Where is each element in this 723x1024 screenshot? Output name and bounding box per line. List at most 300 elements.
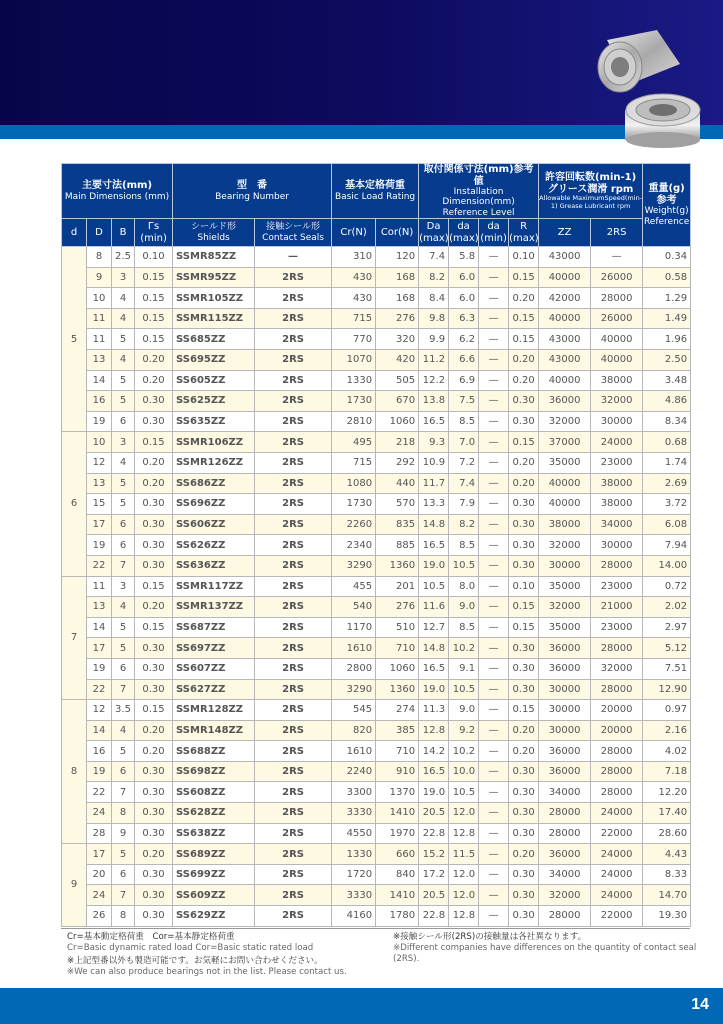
cell-weight: 14.00 xyxy=(643,555,691,576)
cell-D: 19 xyxy=(87,658,112,679)
cell-contact-seal: 2RS xyxy=(255,494,332,515)
cell-speed-zz: 34000 xyxy=(539,782,591,803)
cell-D: 24 xyxy=(87,885,112,906)
cell-R-max: 0.30 xyxy=(509,514,539,535)
cell-speed-2rs: 32000 xyxy=(591,658,643,679)
cell-da-min: — xyxy=(479,391,509,412)
cell-cor: 910 xyxy=(376,761,419,782)
cell-weight: 1.29 xyxy=(643,288,691,309)
cell-weight: 19.30 xyxy=(643,906,691,927)
cell-speed-zz: 40000 xyxy=(539,473,591,494)
cell-weight: 28.60 xyxy=(643,823,691,844)
cell-weight: 0.97 xyxy=(643,700,691,721)
cell-speed-2rs: 22000 xyxy=(591,906,643,927)
cell-speed-zz: 35000 xyxy=(539,452,591,473)
cell-d: 9 xyxy=(62,844,87,926)
cell-weight: 7.94 xyxy=(643,535,691,556)
cell-weight: 3.48 xyxy=(643,370,691,391)
cell-cr: 3290 xyxy=(332,555,376,576)
cell-contact-seal: — xyxy=(255,247,332,268)
cell-B: 5 xyxy=(112,741,135,762)
cell-shield-model: SS685ZZ xyxy=(173,329,255,350)
cell-speed-zz: 34000 xyxy=(539,864,591,885)
cell-Da-max: 19.0 xyxy=(419,679,449,700)
cell-d: 6 xyxy=(62,432,87,576)
table-row xyxy=(62,411,691,432)
cell-weight: 2.50 xyxy=(643,350,691,371)
table-row xyxy=(62,658,691,679)
cell-R-max: 0.20 xyxy=(509,350,539,371)
cell-rs-min: 0.30 xyxy=(135,823,173,844)
cell-speed-zz: 30000 xyxy=(539,700,591,721)
weight-en: Weight(g) Reference xyxy=(643,206,690,227)
cell-R-max: 0.30 xyxy=(509,823,539,844)
cell-rs-min: 0.20 xyxy=(135,350,173,371)
cell-contact-seal: 2RS xyxy=(255,535,332,556)
cell-shield-model: SSMR115ZZ xyxy=(173,308,255,329)
cell-cor: 1060 xyxy=(376,658,419,679)
cell-speed-zz: 43000 xyxy=(539,247,591,268)
table-row xyxy=(62,370,691,391)
cell-cr: 1720 xyxy=(332,864,376,885)
note-custom-jp: ※上記型番以外も製造可能です。お気軽にお問い合わせください。 xyxy=(67,956,323,966)
cell-da-max: 10.5 xyxy=(449,782,479,803)
installation-header xyxy=(419,164,539,219)
col-D: D xyxy=(87,219,112,247)
col-2rs: 2RS xyxy=(591,219,643,247)
main-dimensions-header xyxy=(62,164,173,219)
cell-B: 4 xyxy=(112,597,135,618)
cell-cr: 3330 xyxy=(332,885,376,906)
cell-cr: 430 xyxy=(332,288,376,309)
cell-contact-seal: 2RS xyxy=(255,803,332,824)
cell-shield-model: SS607ZZ xyxy=(173,658,255,679)
col-da-min: da (min) xyxy=(479,219,509,247)
cell-D: 20 xyxy=(87,864,112,885)
cell-shield-model: SS627ZZ xyxy=(173,679,255,700)
cell-cor: 218 xyxy=(376,432,419,453)
cell-cr: 1730 xyxy=(332,494,376,515)
cell-Da-max: 15.2 xyxy=(419,844,449,865)
table-row xyxy=(62,597,691,618)
cell-cor: 168 xyxy=(376,267,419,288)
cell-da-max: 7.2 xyxy=(449,452,479,473)
cell-rs-min: 0.15 xyxy=(135,288,173,309)
cell-D: 19 xyxy=(87,535,112,556)
cell-cor: 320 xyxy=(376,329,419,350)
cell-speed-zz: 28000 xyxy=(539,906,591,927)
cell-weight: 8.33 xyxy=(643,864,691,885)
cell-da-min: — xyxy=(479,432,509,453)
cell-Da-max: 20.5 xyxy=(419,885,449,906)
cell-B: 6 xyxy=(112,411,135,432)
cell-contact-seal: 2RS xyxy=(255,885,332,906)
cell-cor: 1370 xyxy=(376,782,419,803)
cell-cr: 495 xyxy=(332,432,376,453)
cell-speed-2rs: 38000 xyxy=(591,494,643,515)
cell-cor: 420 xyxy=(376,350,419,371)
cell-B: 4 xyxy=(112,308,135,329)
cell-Da-max: 11.3 xyxy=(419,700,449,721)
cell-speed-2rs: 24000 xyxy=(591,803,643,824)
cell-da-max: 10.0 xyxy=(449,761,479,782)
cell-contact-seal: 2RS xyxy=(255,473,332,494)
cell-speed-zz: 38000 xyxy=(539,514,591,535)
cell-rs-min: 0.15 xyxy=(135,700,173,721)
cell-rs-min: 0.30 xyxy=(135,803,173,824)
table-row xyxy=(62,761,691,782)
cell-speed-zz: 32000 xyxy=(539,885,591,906)
col-shields-jp: シールド形 xyxy=(191,222,236,233)
cell-cor: 292 xyxy=(376,452,419,473)
cell-B: 6 xyxy=(112,514,135,535)
cell-B: 6 xyxy=(112,864,135,885)
cell-cor: 1780 xyxy=(376,906,419,927)
cell-da-min: — xyxy=(479,782,509,803)
cell-B: 3 xyxy=(112,432,135,453)
cell-da-min: — xyxy=(479,350,509,371)
cell-shield-model: SSMR128ZZ xyxy=(173,700,255,721)
cell-shield-model: SSMR105ZZ xyxy=(173,288,255,309)
cell-da-min: — xyxy=(479,288,509,309)
cell-weight: 0.58 xyxy=(643,267,691,288)
cell-cor: 274 xyxy=(376,700,419,721)
note-custom-en: ※We can also produce bearings not in the list. Please contact us. xyxy=(67,967,347,977)
cell-cor: 835 xyxy=(376,514,419,535)
cell-cor: 1970 xyxy=(376,823,419,844)
cell-R-max: 0.20 xyxy=(509,741,539,762)
table-row xyxy=(62,555,691,576)
table-row xyxy=(62,617,691,638)
cell-Da-max: 8.2 xyxy=(419,267,449,288)
cell-rs-min: 0.15 xyxy=(135,432,173,453)
cell-Da-max: 19.0 xyxy=(419,555,449,576)
cell-speed-2rs: 24000 xyxy=(591,885,643,906)
cell-D: 17 xyxy=(87,638,112,659)
cell-B: 7 xyxy=(112,885,135,906)
cell-D: 17 xyxy=(87,844,112,865)
cell-speed-2rs: 24000 xyxy=(591,864,643,885)
cell-Da-max: 14.8 xyxy=(419,638,449,659)
cell-cr: 2800 xyxy=(332,658,376,679)
cell-D: 24 xyxy=(87,803,112,824)
cell-rs-min: 0.30 xyxy=(135,494,173,515)
cell-cor: 710 xyxy=(376,741,419,762)
cell-D: 13 xyxy=(87,350,112,371)
note-load-en: Cr=Basic dynamic rated load Cor=Basic static rated load xyxy=(67,943,314,953)
bearing-2 xyxy=(625,94,700,148)
cell-speed-zz: 40000 xyxy=(539,267,591,288)
table-row xyxy=(62,247,691,268)
cell-cr: 2340 xyxy=(332,535,376,556)
col-R-max: R (max) xyxy=(509,219,539,247)
cell-rs-min: 0.15 xyxy=(135,576,173,597)
cell-da-max: 7.0 xyxy=(449,432,479,453)
cell-da-min: — xyxy=(479,535,509,556)
cell-B: 7 xyxy=(112,679,135,700)
basic-load-jp: 基本定格荷重 xyxy=(345,180,406,192)
cell-R-max: 0.15 xyxy=(509,700,539,721)
cell-Da-max: 14.8 xyxy=(419,514,449,535)
cell-da-max: 8.2 xyxy=(449,514,479,535)
cell-Da-max: 9.3 xyxy=(419,432,449,453)
cell-speed-zz: 36000 xyxy=(539,391,591,412)
cell-cr: 3330 xyxy=(332,803,376,824)
cell-rs-min: 0.15 xyxy=(135,267,173,288)
cell-contact-seal: 2RS xyxy=(255,308,332,329)
cell-R-max: 0.20 xyxy=(509,452,539,473)
cell-da-max: 9.1 xyxy=(449,658,479,679)
col-shields-en: Shields xyxy=(197,232,230,243)
cell-shield-model: SS608ZZ xyxy=(173,782,255,803)
cell-D: 13 xyxy=(87,597,112,618)
cell-weight: 3.72 xyxy=(643,494,691,515)
cell-weight: 2.16 xyxy=(643,720,691,741)
cell-shield-model: SS626ZZ xyxy=(173,535,255,556)
cell-cor: 670 xyxy=(376,391,419,412)
cell-da-max: 10.5 xyxy=(449,555,479,576)
cell-speed-2rs: 28000 xyxy=(591,555,643,576)
cell-B: 9 xyxy=(112,823,135,844)
cell-speed-2rs: 38000 xyxy=(591,370,643,391)
cell-da-max: 8.5 xyxy=(449,617,479,638)
cell-da-min: — xyxy=(479,720,509,741)
cell-B: 7 xyxy=(112,555,135,576)
cell-speed-zz: 30000 xyxy=(539,679,591,700)
col-B: B xyxy=(112,219,135,247)
cell-shield-model: SS687ZZ xyxy=(173,617,255,638)
col-seals-jp: 接触シール形 xyxy=(266,222,320,233)
cell-speed-zz: 36000 xyxy=(539,761,591,782)
note-load-jp: Cr=基本動定格荷重 Cor=基本静定格荷重 xyxy=(67,932,235,942)
cell-shield-model: SS697ZZ xyxy=(173,638,255,659)
cell-R-max: 0.30 xyxy=(509,761,539,782)
cell-D: 11 xyxy=(87,576,112,597)
spec-table-body xyxy=(62,247,691,927)
cell-da-min: — xyxy=(479,597,509,618)
cell-B: 8 xyxy=(112,906,135,927)
table-row xyxy=(62,885,691,906)
page-number: 14 xyxy=(691,996,709,1013)
cell-speed-zz: 32000 xyxy=(539,535,591,556)
cell-Da-max: 17.2 xyxy=(419,864,449,885)
cell-B: 5 xyxy=(112,473,135,494)
cell-da-max: 7.5 xyxy=(449,391,479,412)
cell-B: 4 xyxy=(112,452,135,473)
cell-D: 9 xyxy=(87,267,112,288)
cell-R-max: 0.10 xyxy=(509,576,539,597)
cell-rs-min: 0.30 xyxy=(135,885,173,906)
cell-contact-seal: 2RS xyxy=(255,288,332,309)
cell-weight: 4.86 xyxy=(643,391,691,412)
cell-speed-2rs: 26000 xyxy=(591,308,643,329)
cell-cr: 545 xyxy=(332,700,376,721)
cell-B: 5 xyxy=(112,494,135,515)
cell-R-max: 0.30 xyxy=(509,782,539,803)
cell-cr: 540 xyxy=(332,597,376,618)
cell-cr: 1610 xyxy=(332,741,376,762)
cell-speed-2rs: 22000 xyxy=(591,823,643,844)
cell-cr: 310 xyxy=(332,247,376,268)
cell-weight: 12.20 xyxy=(643,782,691,803)
cell-weight: 8.34 xyxy=(643,411,691,432)
cell-weight: 0.68 xyxy=(643,432,691,453)
speed-jp: 許容回転数(min-1) グリース潤滑 rpm xyxy=(544,172,637,195)
cell-da-min: — xyxy=(479,679,509,700)
cell-R-max: 0.15 xyxy=(509,617,539,638)
cell-R-max: 0.20 xyxy=(509,288,539,309)
cell-shield-model: SS696ZZ xyxy=(173,494,255,515)
cell-B: 2.5 xyxy=(112,247,135,268)
table-row xyxy=(62,844,691,865)
cell-cr: 715 xyxy=(332,452,376,473)
cell-rs-min: 0.15 xyxy=(135,617,173,638)
cell-speed-2rs: 23000 xyxy=(591,452,643,473)
cell-Da-max: 12.7 xyxy=(419,617,449,638)
ball-bearing-icon xyxy=(585,22,715,152)
cell-rs-min: 0.20 xyxy=(135,452,173,473)
col-seals-en: Contact Seals xyxy=(262,232,324,243)
cell-weight: 7.51 xyxy=(643,658,691,679)
cell-Da-max: 20.5 xyxy=(419,803,449,824)
cell-speed-zz: 40000 xyxy=(539,370,591,391)
cell-da-max: 8.5 xyxy=(449,411,479,432)
table-row xyxy=(62,823,691,844)
cell-rs-min: 0.30 xyxy=(135,761,173,782)
cell-contact-seal: 2RS xyxy=(255,411,332,432)
cell-Da-max: 14.2 xyxy=(419,741,449,762)
table-row xyxy=(62,308,691,329)
cell-speed-2rs: 24000 xyxy=(591,432,643,453)
cell-speed-zz: 37000 xyxy=(539,432,591,453)
cell-D: 22 xyxy=(87,555,112,576)
cell-speed-zz: 36000 xyxy=(539,638,591,659)
cell-da-min: — xyxy=(479,247,509,268)
cell-speed-2rs: 21000 xyxy=(591,597,643,618)
col-cor: Cor(N) xyxy=(376,219,419,247)
cell-weight: 1.49 xyxy=(643,308,691,329)
cell-speed-2rs: 23000 xyxy=(591,576,643,597)
col-shields xyxy=(173,219,255,247)
cell-d: 7 xyxy=(62,576,87,700)
cell-R-max: 0.10 xyxy=(509,247,539,268)
table-row xyxy=(62,535,691,556)
notes-left xyxy=(67,932,347,978)
cell-D: 12 xyxy=(87,700,112,721)
cell-da-max: 8.0 xyxy=(449,576,479,597)
table-row xyxy=(62,906,691,927)
cell-weight: 0.34 xyxy=(643,247,691,268)
cell-Da-max: 13.3 xyxy=(419,494,449,515)
cell-cr: 455 xyxy=(332,576,376,597)
cell-da-min: — xyxy=(479,906,509,927)
cell-R-max: 0.20 xyxy=(509,473,539,494)
cell-contact-seal: 2RS xyxy=(255,844,332,865)
cell-R-max: 0.30 xyxy=(509,906,539,927)
cell-da-min: — xyxy=(479,844,509,865)
cell-da-max: 7.9 xyxy=(449,494,479,515)
cell-cor: 885 xyxy=(376,535,419,556)
cell-cor: 1410 xyxy=(376,885,419,906)
basic-load-header xyxy=(332,164,419,219)
cell-contact-seal: 2RS xyxy=(255,782,332,803)
cell-weight: 5.12 xyxy=(643,638,691,659)
cell-Da-max: 12.2 xyxy=(419,370,449,391)
cell-shield-model: SS695ZZ xyxy=(173,350,255,371)
cell-cor: 276 xyxy=(376,308,419,329)
cell-da-max: 11.5 xyxy=(449,844,479,865)
cell-Da-max: 11.7 xyxy=(419,473,449,494)
cell-D: 10 xyxy=(87,288,112,309)
cell-B: 5 xyxy=(112,844,135,865)
cell-shield-model: SS638ZZ xyxy=(173,823,255,844)
cell-speed-2rs: 32000 xyxy=(591,391,643,412)
col-seals xyxy=(255,219,332,247)
cell-Da-max: 10.5 xyxy=(419,576,449,597)
cell-contact-seal: 2RS xyxy=(255,514,332,535)
weight-jp: 重量(g) 参考 xyxy=(648,183,685,206)
cell-speed-zz: 35000 xyxy=(539,617,591,638)
cell-R-max: 0.15 xyxy=(509,308,539,329)
main-dimensions-jp: 主要寸法(mm) xyxy=(82,180,153,192)
cell-da-max: 12.0 xyxy=(449,885,479,906)
cell-rs-min: 0.30 xyxy=(135,411,173,432)
cell-cor: 505 xyxy=(376,370,419,391)
cell-speed-2rs: 28000 xyxy=(591,782,643,803)
cell-B: 3 xyxy=(112,576,135,597)
cell-cor: 440 xyxy=(376,473,419,494)
cell-da-min: — xyxy=(479,700,509,721)
bearing-number-en: Bearing Number xyxy=(215,191,289,202)
cell-contact-seal: 2RS xyxy=(255,864,332,885)
cell-cr: 820 xyxy=(332,720,376,741)
cell-contact-seal: 2RS xyxy=(255,597,332,618)
cell-da-min: — xyxy=(479,329,509,350)
cell-B: 6 xyxy=(112,535,135,556)
cell-da-max: 5.8 xyxy=(449,247,479,268)
notes-divider xyxy=(61,928,690,929)
cell-D: 17 xyxy=(87,514,112,535)
cell-cor: 1360 xyxy=(376,555,419,576)
cell-shield-model: SS698ZZ xyxy=(173,761,255,782)
cell-D: 12 xyxy=(87,452,112,473)
cell-shield-model: SS606ZZ xyxy=(173,514,255,535)
cell-da-max: 10.2 xyxy=(449,741,479,762)
cell-cor: 510 xyxy=(376,617,419,638)
cell-speed-zz: 43000 xyxy=(539,350,591,371)
cell-shield-model: SS609ZZ xyxy=(173,885,255,906)
bearing-spec-table xyxy=(61,163,691,927)
cell-cr: 1730 xyxy=(332,391,376,412)
cell-speed-2rs: 40000 xyxy=(591,350,643,371)
speed-header xyxy=(539,164,643,219)
cell-d: 5 xyxy=(62,247,87,432)
cell-weight: 6.08 xyxy=(643,514,691,535)
cell-rs-min: 0.30 xyxy=(135,638,173,659)
cell-contact-seal: 2RS xyxy=(255,370,332,391)
cell-cor: 1360 xyxy=(376,679,419,700)
cell-Da-max: 16.5 xyxy=(419,761,449,782)
cell-Da-max: 22.8 xyxy=(419,823,449,844)
cell-speed-2rs: 20000 xyxy=(591,720,643,741)
cell-Da-max: 16.5 xyxy=(419,658,449,679)
cell-speed-2rs: 24000 xyxy=(591,844,643,865)
cell-shield-model: SS686ZZ xyxy=(173,473,255,494)
cell-contact-seal: 2RS xyxy=(255,823,332,844)
cell-B: 5 xyxy=(112,391,135,412)
cell-speed-zz: 32000 xyxy=(539,597,591,618)
cell-contact-seal: 2RS xyxy=(255,658,332,679)
